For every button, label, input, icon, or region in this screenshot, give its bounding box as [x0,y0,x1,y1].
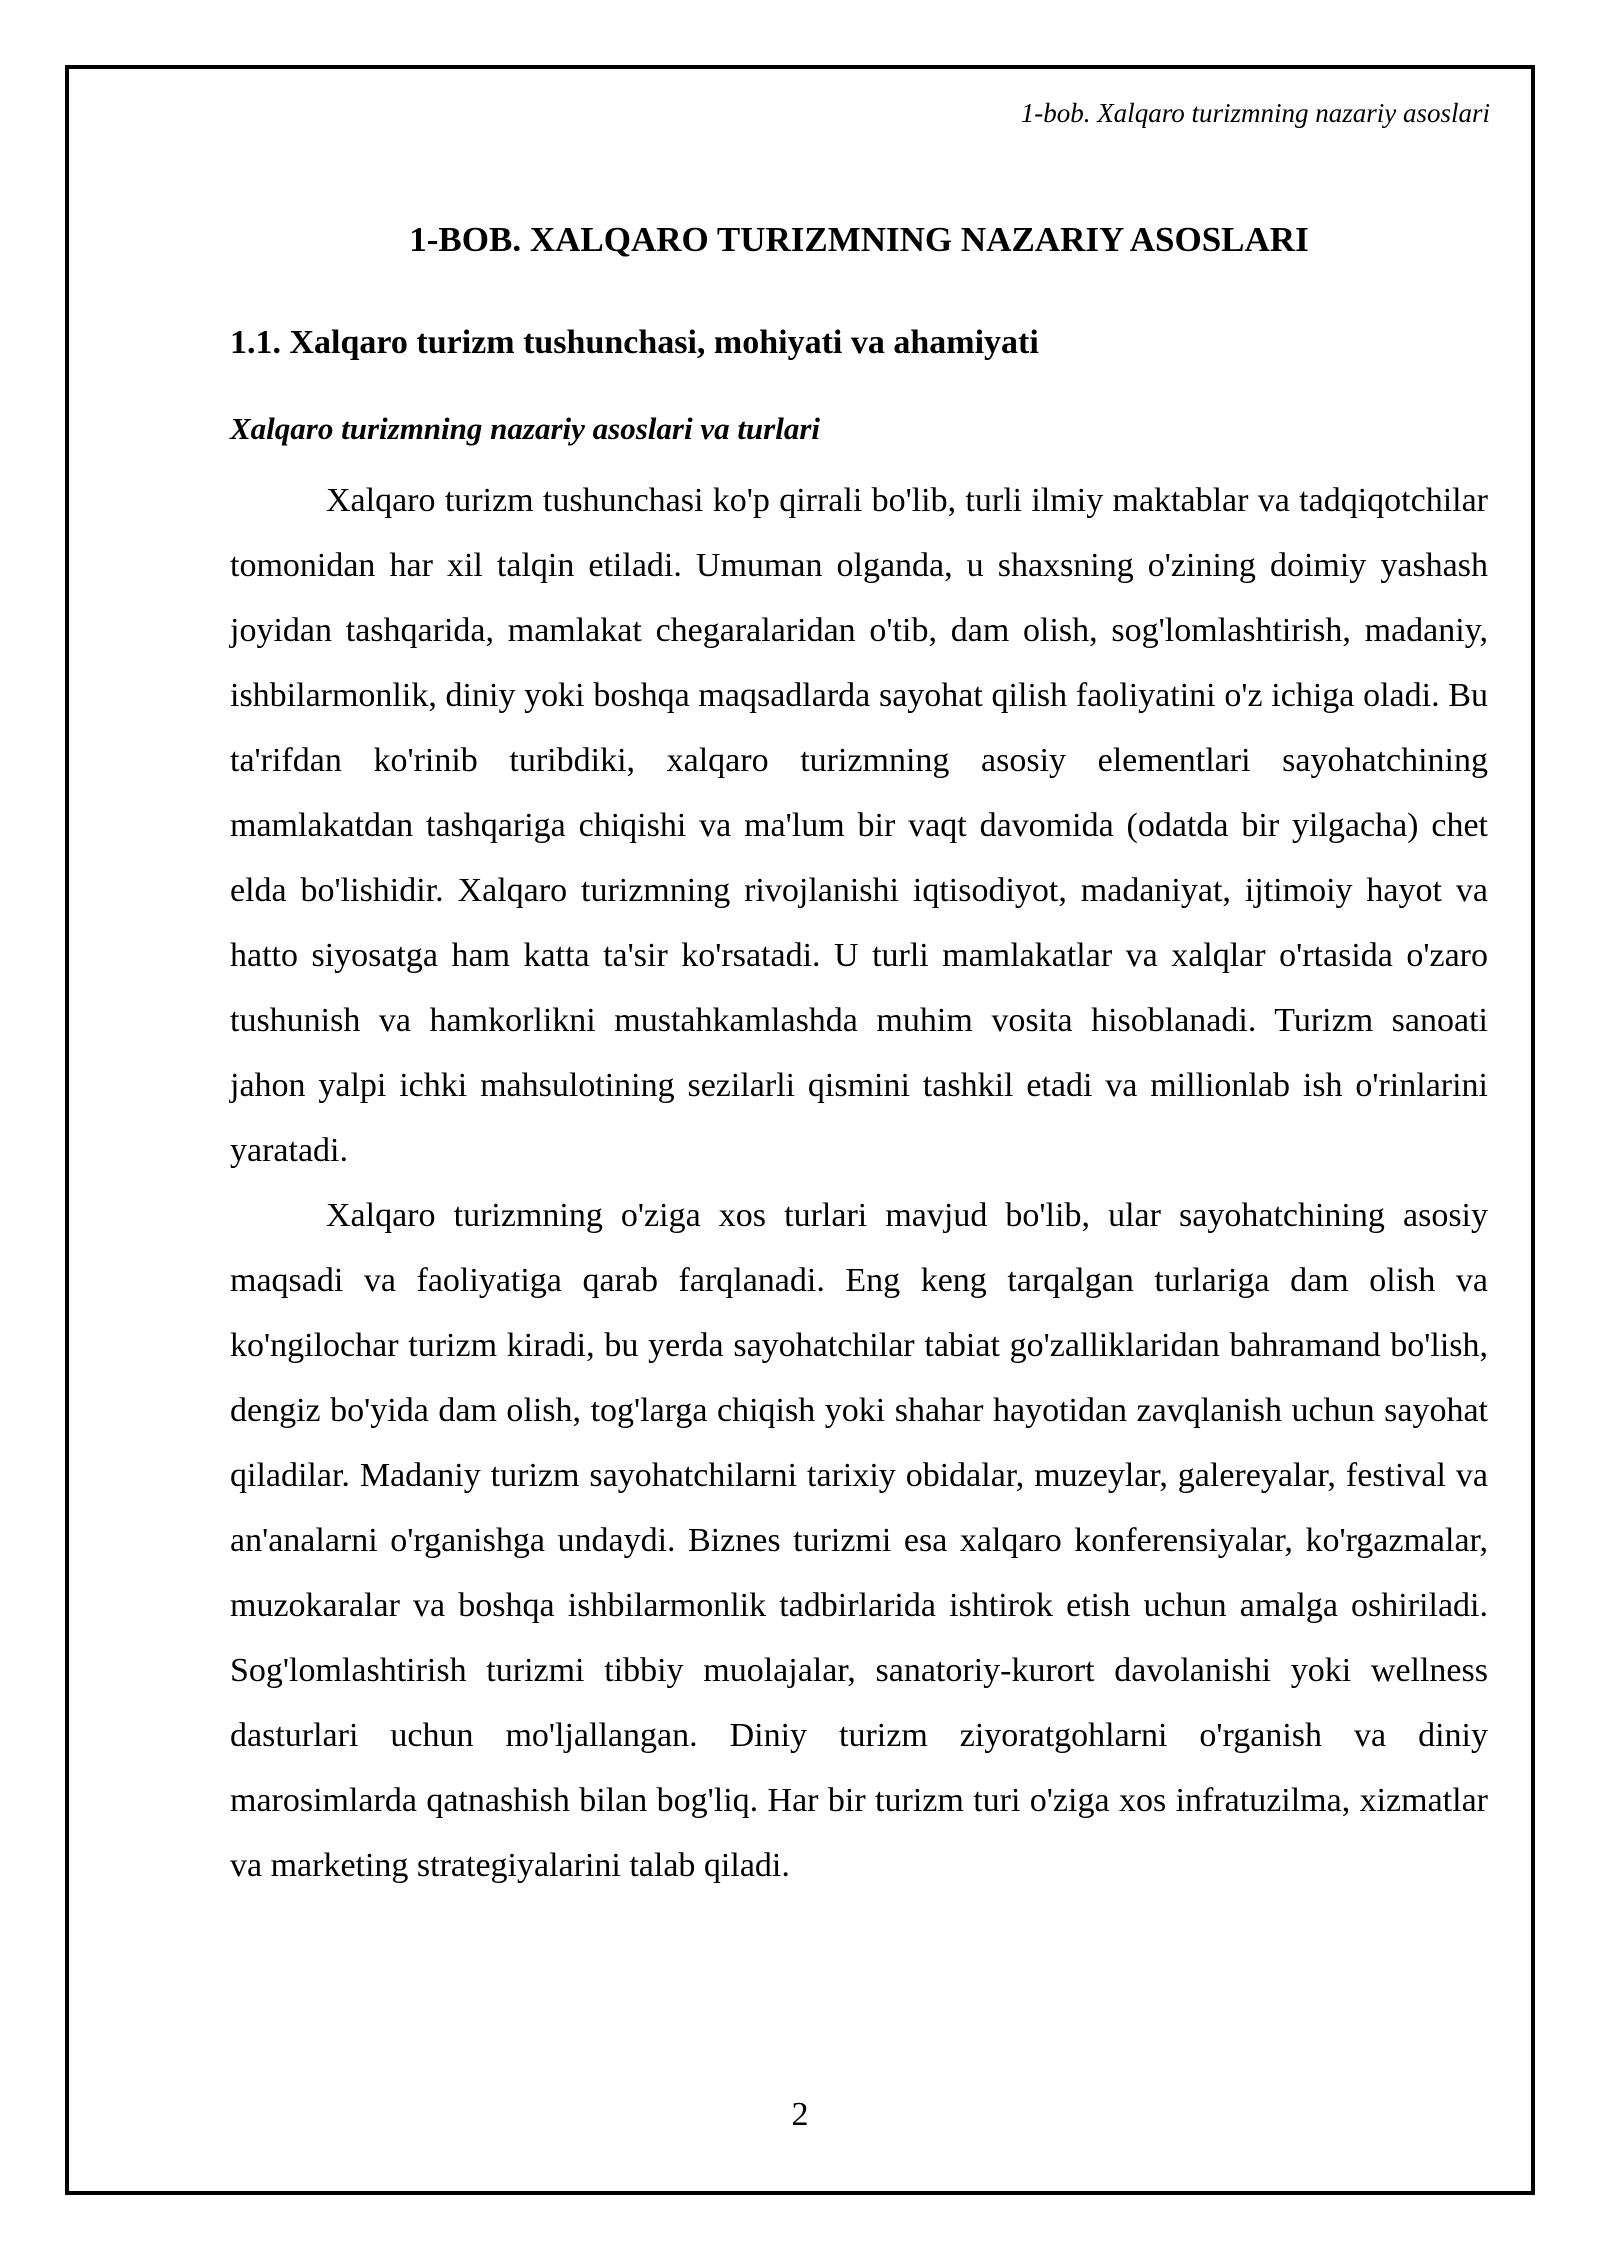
subsection-title: Xalqaro turizmning nazariy asoslari va turlari [230,411,821,446]
page-content [230,212,1488,1898]
body-paragraph-1: Xalqaro turizm tushunchasi ko'p qirrali bo'lib, turli ilmiy maktablar va tadqiqotchilar tomonidan har xil talqin etiladi. Umuman olganda, u shaxsning o'zining doimiy yashash joyidan tashqarida, mamlakat chegaralaridan o'tib, dam olish, sog'lomlashtirish, madaniy, ishbilarmonlik, diniy yoki boshqa maqsadlarda sayohat qilish faoliyatini o'z ichiga oladi. Bu ta'rifdan ko'rinib turibdiki, xalqaro turizmning asosiy elementlari sayohatchining mamlakatdan tashqariga chiqishi va ma'lum bir vaqt davomida (odatda bir yilgacha) chet elda bo'lishidir. Xalqaro turizmning rivojlanishi iqtisodiyot, madaniyat, ijtimoiy hayot va hatto siyosatga ham katta ta'sir ko'rsatadi. U turli mamlakatlar va xalqlar o'rtasida o'zaro tushunish va hamkorlikni mustahkamlashda muhim vosita hisoblanadi. Turizm sanoati jahon yalpi ichki mahsulotining sezilarli qismini tashkil etadi va millionlab ish o'rinlarini yaratadi. [230,482,1488,1169]
section-title: 1.1. Xalqaro turizm tushunchasi, mohiyati va ahamiyati [230,324,1039,361]
page-number: 2 [791,2096,809,2133]
chapter-title: 1-BOB. XALQARO TURIZMNING NAZARIY ASOSLARI [409,220,1309,259]
running-header: 1-bob. Xalqaro turizmning nazariy asoslari [1020,98,1490,128]
body-paragraph-2: Xalqaro turizmning o'ziga xos turlari mavjud bo'lib, ular sayohatchining asosiy maqsadi va faoliyatiga qarab farqlanadi. Eng keng tarqalgan turlariga dam olish va ko'ngilochar turizm kiradi, bu yerda sayohatchilar tabiat go'zalliklaridan bahramand bo'lish, dengiz bo'yida dam olish, tog'larga chiqish yoki shahar hayotidan zavqlanish uchun sayohat qiladilar. Madaniy turizm sayohatchilarni tarixiy obidalar, muzeylar, galereyalar, festival va an'analarni o'rganishga undaydi. Biznes turizmi esa xalqaro konferensiyalar, ko'rgazmalar, muzokaralar va boshqa ishbilarmonlik tadbirlarida ishtirok etish uchun amalga oshiriladi. Sog'lomlashtirish turizmi tibbiy muolajalar, sanatoriy-kurort davolanishi yoki wellness dasturlari uchun mo'ljallangan. Diniy turizm ziyoratgohlarni o'rganish va diniy marosimlarda qatnashish bilan bog'liq. Har bir turizm turi o'ziga xos infratuzilma, xizmatlar va marketing strategiyalarini talab qiladi. [230,1197,1488,1884]
